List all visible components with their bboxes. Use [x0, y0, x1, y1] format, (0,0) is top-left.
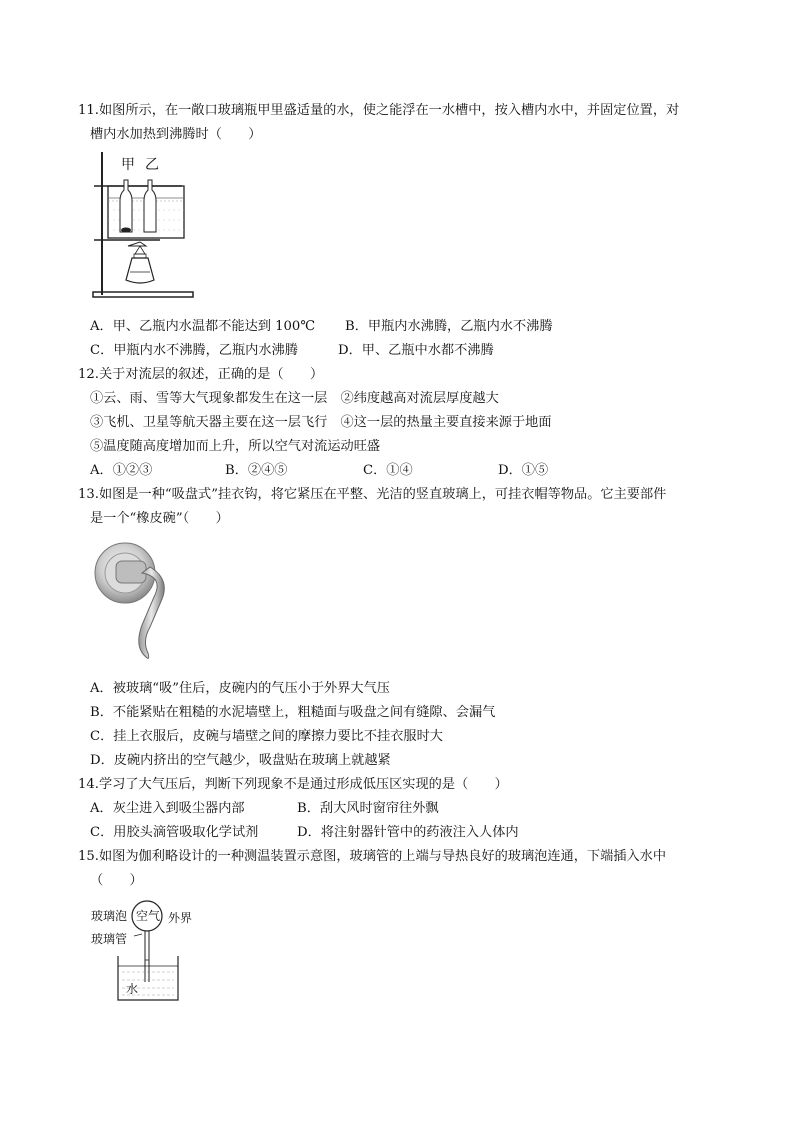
- q12-statement-3-4: ③飞机、卫星等航天器主要在这一层飞行 ④这一层的热量主要直接来源于地面: [90, 415, 552, 430]
- q12-statement-1-2: ①云、雨、雪等大气现象都发生在这一层 ②纬度越高对流层厚度越大: [90, 391, 499, 406]
- q14-stem: 14.学习了大气压后，判断下列现象不是通过形成低压区实现的是（ ）: [78, 777, 508, 792]
- q15-stem-line1: 15.如图为伽利略设计的一种测温装置示意图，玻璃管的上端与导热良好的玻璃泡连通，下端插入水中: [78, 849, 667, 864]
- q11-option-a: A．甲、乙瓶内水温都不能达到 100℃: [90, 319, 316, 334]
- q11-option-c: C．甲瓶内水不沸腾，乙瓶内水沸腾: [90, 343, 298, 358]
- q13-stem-line2: 是一个“橡皮碗”（ ）: [90, 511, 229, 526]
- q14-option-a: A．灰尘进入到吸尘器内部: [90, 801, 245, 816]
- q12-option-d: D．①⑤: [498, 463, 549, 478]
- q15-figure-label-water: 水: [126, 982, 139, 996]
- q14-option-d: D．将注射器针管中的药液注入人体内: [297, 825, 519, 840]
- q11-option-b: B．甲瓶内水沸腾，乙瓶内水不沸腾: [345, 319, 553, 334]
- q12-stem: 12.关于对流层的叙述，正确的是（ ）: [78, 367, 324, 382]
- q11-option-d: D．甲、乙瓶中水都不沸腾: [338, 343, 494, 358]
- q15-figure-label-tube: 玻璃管: [91, 932, 128, 946]
- q14-option-c: C．用胶头滴管吸取化学试剂: [90, 825, 259, 840]
- q11-stem-line2: 槽内水加热到沸腾时（ ）: [90, 127, 262, 142]
- q13-option-c: C．挂上衣服后，皮碗与墙壁之间的摩擦力要比不挂衣服时大: [90, 729, 443, 744]
- q13-option-a: A．被玻璃“吸”住后，皮碗内的气压小于外界大气压: [90, 681, 390, 696]
- q15-figure-label-bulb: 玻璃泡: [91, 909, 128, 923]
- q13-stem-line1: 13.如图是一种“吸盘式”挂衣钩，将它紧压在平整、光洁的竖直玻璃上，可挂衣帽等物品。它主要部件: [78, 487, 667, 502]
- q13-figure-suction-hook: [90, 535, 170, 665]
- q12-option-c: C．①④: [363, 463, 413, 478]
- q12-statement-5: ⑤温度随高度增加而上升，所以空气对流运动旺盛: [90, 439, 381, 454]
- q11-stem-line1: 11.如图所示，在一敞口玻璃瓶甲里盛适量的水，使之能浮在一水槽中，按入槽内水中，并固定位置，对: [78, 103, 680, 118]
- q12-option-b: B．②④⑤: [225, 463, 288, 478]
- q13-option-d: D．皮碗内挤出的空气越少，吸盘贴在玻璃上就越紧: [90, 753, 391, 768]
- q11-figure-label-yi: 乙: [145, 157, 159, 173]
- q12-option-a: A．①②③: [90, 463, 153, 478]
- q15-figure-label-air: 空气: [136, 909, 161, 923]
- q15-stem-line2: （ ）: [90, 873, 143, 888]
- q15-figure-label-outside: 外界: [168, 911, 193, 925]
- q14-option-b: B．刮大风时窗帘往外飘: [297, 801, 439, 816]
- q11-figure-label-jia: 甲: [121, 157, 135, 173]
- q13-option-b: B．不能紧贴在粗糙的水泥墙壁上，粗糙面与吸盘之间有缝隙、会漏气: [90, 705, 496, 720]
